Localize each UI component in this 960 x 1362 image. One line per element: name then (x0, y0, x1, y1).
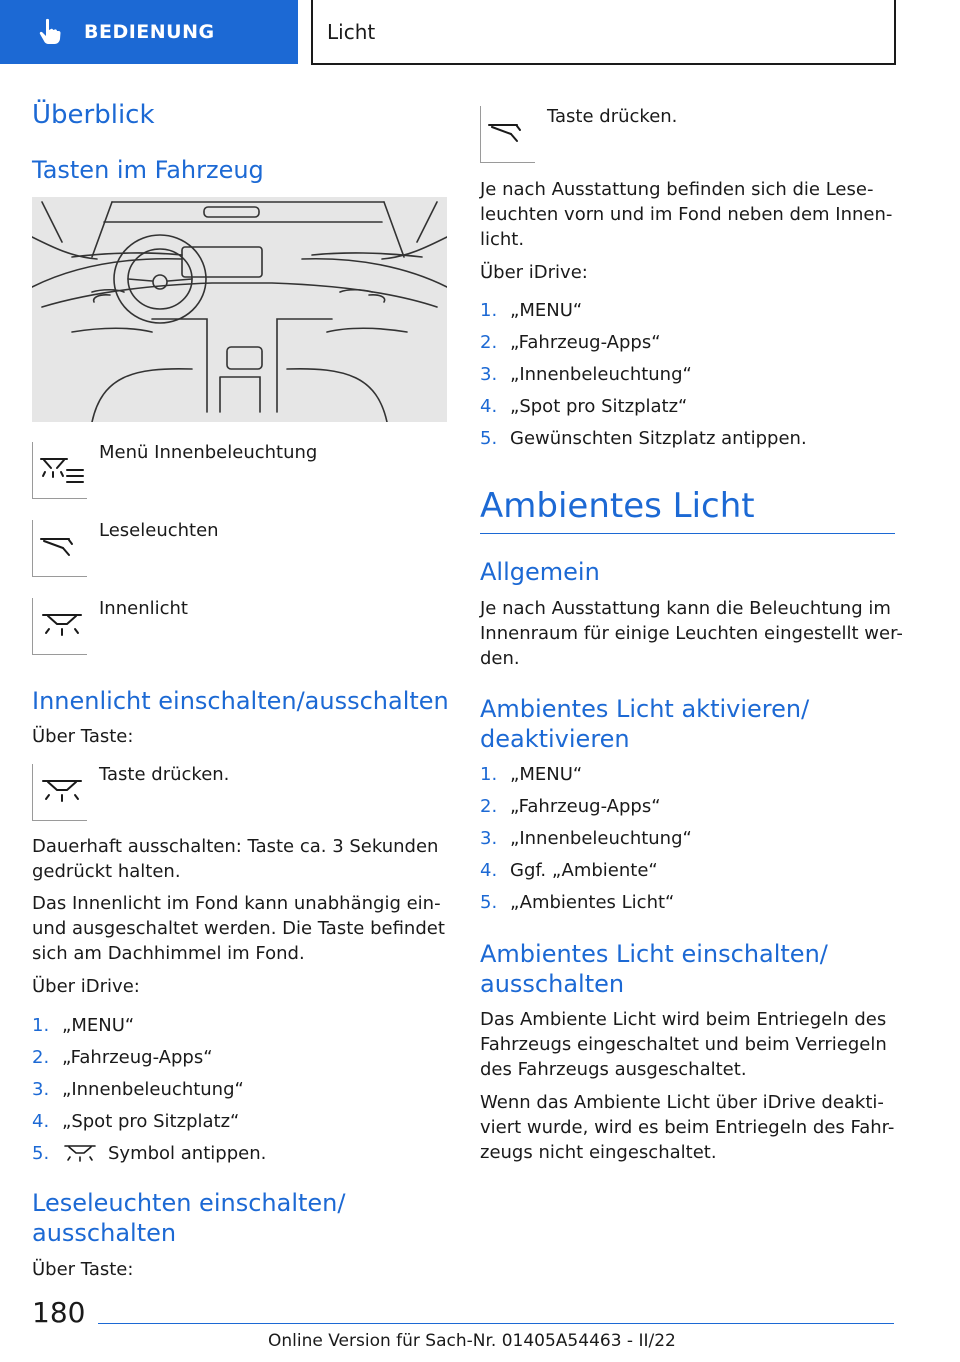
button-label-menu: Menü Innenbeleuchtung (99, 442, 318, 463)
text-line: Fahrzeugs eingeschaltet und beim Verriegeln (480, 1034, 887, 1055)
reading-light-icon (487, 120, 533, 150)
via-button-text: Über Taste: (32, 726, 134, 747)
step-number: 2. (32, 1047, 50, 1068)
text-line: Innenraum für einige Leuchten eingestellt wer- (480, 623, 903, 644)
step-number: 1. (480, 764, 498, 785)
step-text: „Innenbeleuchtung“ (510, 828, 692, 849)
list-item (480, 858, 692, 890)
list-item (480, 426, 807, 458)
interior-light-icon (39, 778, 85, 808)
text-line: Je nach Ausstattung kann die Beleuchtung im (480, 598, 891, 619)
para-general (480, 596, 903, 671)
step-text: „Ambientes Licht“ (510, 892, 675, 913)
para-ambient-unlock (480, 1007, 887, 1082)
interior-light-menu-icon (39, 456, 85, 486)
via-idrive-text: Über iDrive: (32, 976, 140, 997)
interior-light-icon (62, 1143, 98, 1165)
heading-underline (480, 533, 895, 534)
step-number: 1. (32, 1015, 50, 1036)
text-line: sich am Dachhimmel im Fond. (32, 943, 305, 964)
para-rear-light (32, 891, 445, 966)
menu-interior-light-button (32, 442, 87, 499)
heading-line: Ambientes Licht aktivieren/ (480, 695, 810, 723)
step-number: 3. (480, 828, 498, 849)
reading-light-button-2 (480, 106, 535, 163)
reading-light-button (32, 520, 87, 577)
step-text: „Fahrzeug-Apps“ (62, 1047, 213, 1068)
list-item (32, 1013, 266, 1045)
step-number: 4. (480, 396, 498, 417)
list-item (32, 1077, 266, 1109)
step-text: „Spot pro Sitzplatz“ (510, 396, 688, 417)
interior-light-icon (39, 612, 85, 642)
steps-list-reading (480, 298, 807, 458)
page-number: 180 (32, 1296, 86, 1329)
step-text: „Fahrzeug-Apps“ (510, 796, 661, 817)
steps-list-ambient (480, 762, 692, 922)
text-line: viert wurde, wird es beim Entriegeln des Fahr- (480, 1117, 895, 1138)
button-label-reading: Leseleuchten (99, 520, 219, 541)
heading-activate (480, 694, 809, 754)
page-title: Überblick (32, 100, 155, 130)
text-line: licht. (480, 229, 525, 250)
step-text: „Fahrzeug-Apps“ (510, 332, 661, 353)
interior-light-button (32, 598, 87, 655)
text-line: des Fahrzeugs ausgeschaltet. (480, 1059, 747, 1080)
heading-line: Ambientes Licht einschalten/ (480, 940, 828, 968)
hand-pointer-icon (38, 18, 62, 46)
heading-ambient-light: Ambientes Licht (480, 486, 755, 526)
step-text: „Spot pro Sitzplatz“ (62, 1111, 240, 1132)
step-text: „Innenbeleuchtung“ (62, 1079, 244, 1100)
heading-line: ausschalten (32, 1219, 177, 1247)
heading-line: deaktivieren (480, 725, 630, 753)
list-item (480, 362, 807, 394)
heading-ambient-on-off (480, 939, 828, 999)
footer-version-text: Online Version für Sach-Nr. 01405A54463 - II/22 (268, 1331, 676, 1351)
step-number: 4. (480, 860, 498, 881)
list-item (480, 794, 692, 826)
para-reading-equipment (480, 177, 892, 252)
via-button-text-2: Über Taste: (32, 1259, 134, 1280)
list-item (480, 890, 692, 922)
press-button-text-2: Taste drücken. (547, 106, 678, 127)
text-line: Das Innenlicht im Fond kann unabhängig ein- (32, 893, 441, 914)
heading-reading-on-off (32, 1188, 345, 1248)
text-line: gedrückt halten. (32, 861, 181, 882)
section-tab (0, 0, 298, 64)
chapter-box (311, 0, 896, 65)
step-number: 1. (480, 300, 498, 321)
list-item (480, 330, 807, 362)
text-line: Das Ambiente Licht wird beim Entriegeln des (480, 1009, 887, 1030)
text-line: Je nach Ausstattung befinden sich die Lese- (480, 179, 874, 200)
list-item (32, 1109, 266, 1141)
step-text: „MENU“ (62, 1015, 135, 1036)
steps-list-interior (32, 1013, 266, 1173)
heading-general: Allgemein (480, 558, 600, 586)
list-item (480, 298, 807, 330)
list-item (480, 826, 692, 858)
list-item (480, 394, 807, 426)
button-label-interior: Innenlicht (99, 598, 188, 619)
step-number: 5. (480, 892, 498, 913)
footer-divider (98, 1323, 894, 1324)
step-number: 3. (480, 364, 498, 385)
text-line: leuchten vorn und im Fond neben dem Innen- (480, 204, 893, 225)
car-interior-illustration (32, 197, 447, 422)
text-line: zeugs nicht eingeschaltet. (480, 1142, 717, 1163)
step-text: „MENU“ (510, 300, 583, 321)
section-label: BEDIENUNG (84, 21, 215, 43)
text-line: und ausgeschaltet werden. Die Taste befindet (32, 918, 445, 939)
interior-light-button-2 (32, 764, 87, 821)
subtitle-buttons: Tasten im Fahrzeug (32, 156, 264, 184)
step-number: 3. (32, 1079, 50, 1100)
step-text: „Innenbeleuchtung“ (510, 364, 692, 385)
via-idrive-text-2: Über iDrive: (480, 262, 588, 283)
text-line: den. (480, 648, 520, 669)
text-line: Dauerhaft ausschalten: Taste ca. 3 Sekunden (32, 836, 439, 857)
para-ambient-idrive (480, 1090, 894, 1165)
step-number: 5. (32, 1143, 50, 1164)
step-text: „MENU“ (510, 764, 583, 785)
step-number: 5. (480, 428, 498, 449)
heading-line: ausschalten (480, 970, 625, 998)
step-number: 2. (480, 332, 498, 353)
para-permanent-off (32, 834, 438, 884)
step-text: Ggf. „Ambiente“ (510, 860, 658, 881)
text-line: Wenn das Ambiente Licht über iDrive deakti- (480, 1092, 884, 1113)
heading-interior-on-off: Innenlicht einschalten/ausschalten (32, 687, 449, 715)
chapter-title: Licht (327, 19, 376, 44)
heading-line: Leseleuchten einschalten/ (32, 1189, 346, 1217)
reading-light-icon (39, 534, 85, 564)
step-number: 4. (32, 1111, 50, 1132)
press-button-text: Taste drücken. (99, 764, 230, 785)
list-item (32, 1045, 266, 1077)
step-number: 2. (480, 796, 498, 817)
list-item (480, 762, 692, 794)
list-item (32, 1141, 266, 1173)
step-text: Gewünschten Sitzplatz antippen. (510, 428, 807, 449)
step-text: Symbol antippen. (108, 1143, 267, 1164)
